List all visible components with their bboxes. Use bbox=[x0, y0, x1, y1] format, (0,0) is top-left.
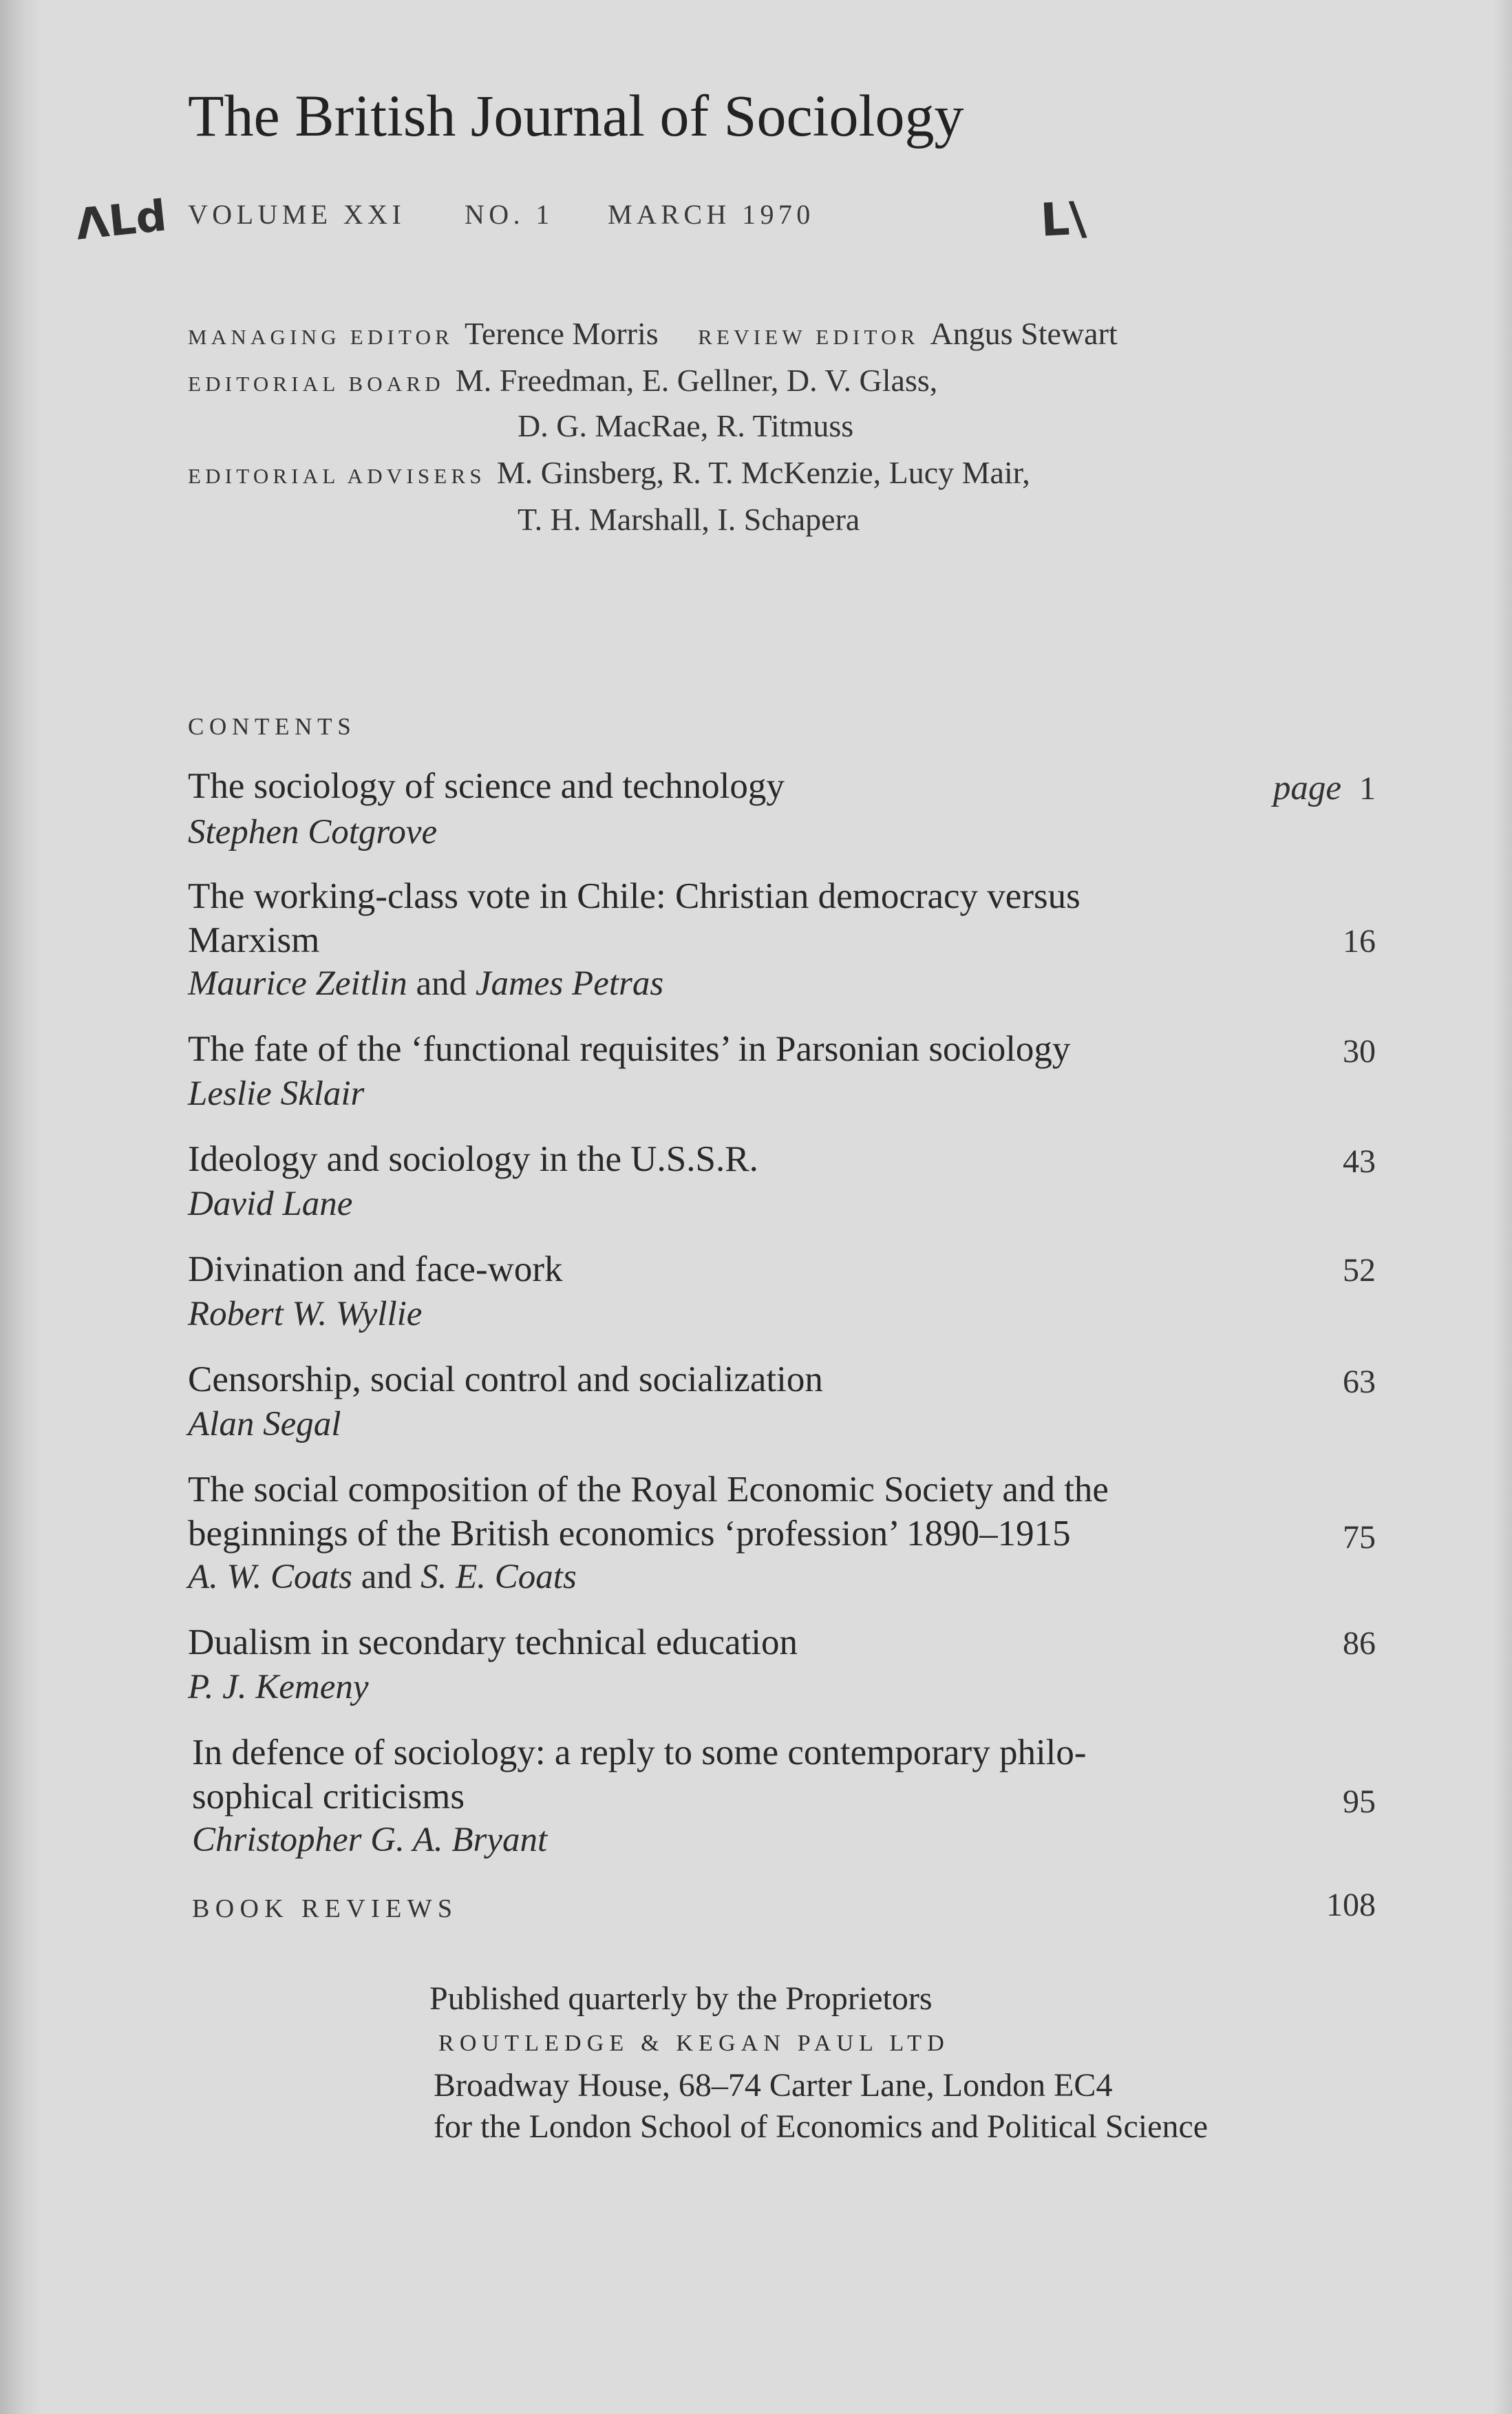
page-right-edge bbox=[1493, 0, 1512, 2414]
editorial-board-names-1: M. Freedman, E. Gellner, D. V. Glass, bbox=[455, 363, 938, 398]
toc-entry-page: 63 bbox=[1343, 1364, 1376, 1400]
toc-entry-title: In defence of sociology: a reply to some contemporary philo- bbox=[192, 1733, 1087, 1772]
toc-entry-page: 30 bbox=[1343, 1033, 1376, 1070]
issue-number: NO. 1 bbox=[465, 199, 554, 230]
editorial-board-names-2: D. G. MacRae, R. Titmuss bbox=[518, 408, 854, 443]
toc-entry-author: A. W. Coats and S. E. Coats bbox=[188, 1558, 577, 1596]
toc-entry-author: David Lane bbox=[188, 1185, 353, 1223]
editorial-advisers-label: EDITORIAL ADVISERS bbox=[188, 464, 486, 488]
toc-entry-title: Divination and face-work bbox=[188, 1249, 563, 1289]
masthead-editors-line bbox=[188, 315, 1118, 352]
toc-entry-title: The social composition of the Royal Economic Society and the bbox=[188, 1470, 1109, 1510]
review-editor-name: Angus Stewart bbox=[930, 316, 1118, 351]
page-label: page bbox=[1273, 769, 1341, 807]
journal-title: The British Journal of Sociology bbox=[188, 83, 964, 149]
toc-entry-page: 95 bbox=[1343, 1783, 1376, 1820]
managing-editor-name: Terence Morris bbox=[465, 316, 659, 351]
toc-entry-title-continued: sophical criticisms bbox=[192, 1777, 465, 1817]
editorial-board-line bbox=[188, 362, 937, 399]
page-binding-shadow bbox=[0, 0, 41, 2414]
contents-heading: CONTENTS bbox=[188, 713, 356, 740]
editorial-advisers-line bbox=[188, 454, 1030, 491]
book-reviews-page: 108 bbox=[1326, 1887, 1376, 1923]
toc-entry-author: Leslie Sklair bbox=[188, 1074, 365, 1113]
editorial-advisers-names-1: M. Ginsberg, R. T. McKenzie, Lucy Mair, bbox=[496, 455, 1030, 490]
publisher-line: Published quarterly by the Proprietors bbox=[429, 1980, 933, 2017]
handwritten-note-right: L\ bbox=[1039, 191, 1088, 247]
issue-date: MARCH 1970 bbox=[608, 199, 815, 230]
toc-entry-page: 86 bbox=[1343, 1625, 1376, 1662]
toc-entry-title: The fate of the ‘functional requisites’ in Parsonian sociology bbox=[188, 1029, 1071, 1069]
managing-editor-label: MANAGING EDITOR bbox=[188, 325, 454, 349]
toc-entry-author: Maurice Zeitlin and James Petras bbox=[188, 964, 664, 1003]
toc-entry-page: 52 bbox=[1343, 1252, 1376, 1289]
publisher-name: ROUTLEDGE & KEGAN PAUL LTD bbox=[438, 2031, 950, 2056]
toc-entry-title: The sociology of science and technology bbox=[188, 766, 785, 806]
toc-entry-title-continued: Marxism bbox=[188, 920, 320, 960]
toc-entry-title-continued: beginnings of the British economics ‘profession’ 1890–1915 bbox=[188, 1514, 1071, 1554]
toc-entry-page: page 1 bbox=[1273, 769, 1376, 807]
editorial-board-label: EDITORIAL BOARD bbox=[188, 372, 445, 396]
publisher-affiliation: for the London School of Economics and Political Science bbox=[434, 2108, 1208, 2145]
toc-entry-page: 43 bbox=[1343, 1143, 1376, 1180]
toc-entry-title: Censorship, social control and socialization bbox=[188, 1359, 823, 1399]
toc-entry-title: Dualism in secondary technical education bbox=[188, 1622, 798, 1662]
toc-entry-title: Ideology and sociology in the U.S.S.R. bbox=[188, 1139, 758, 1179]
handwritten-note-left: ΛLd bbox=[73, 190, 169, 250]
book-reviews-label: BOOK REVIEWS bbox=[192, 1894, 458, 1923]
toc-entry-author: Stephen Cotgrove bbox=[188, 813, 438, 851]
toc-entry-title: The working-class vote in Chile: Christian democracy versus bbox=[188, 876, 1080, 916]
toc-entry-author: P. J. Kemeny bbox=[188, 1668, 369, 1706]
toc-entry-author: Alan Segal bbox=[188, 1405, 341, 1443]
editorial-advisers-names-2: T. H. Marshall, I. Schapera bbox=[518, 502, 860, 537]
volume-label: VOLUME XXI bbox=[188, 199, 406, 230]
toc-entry-page: 75 bbox=[1343, 1519, 1376, 1556]
review-editor-label: REVIEW EDITOR bbox=[698, 325, 919, 349]
publisher-address: Broadway House, 68–74 Carter Lane, London EC4 bbox=[434, 2067, 1113, 2104]
toc-entry-author: Robert W. Wyllie bbox=[188, 1295, 423, 1333]
toc-entry-author: Christopher G. A. Bryant bbox=[192, 1821, 548, 1859]
toc-entry-page: 16 bbox=[1343, 923, 1376, 960]
